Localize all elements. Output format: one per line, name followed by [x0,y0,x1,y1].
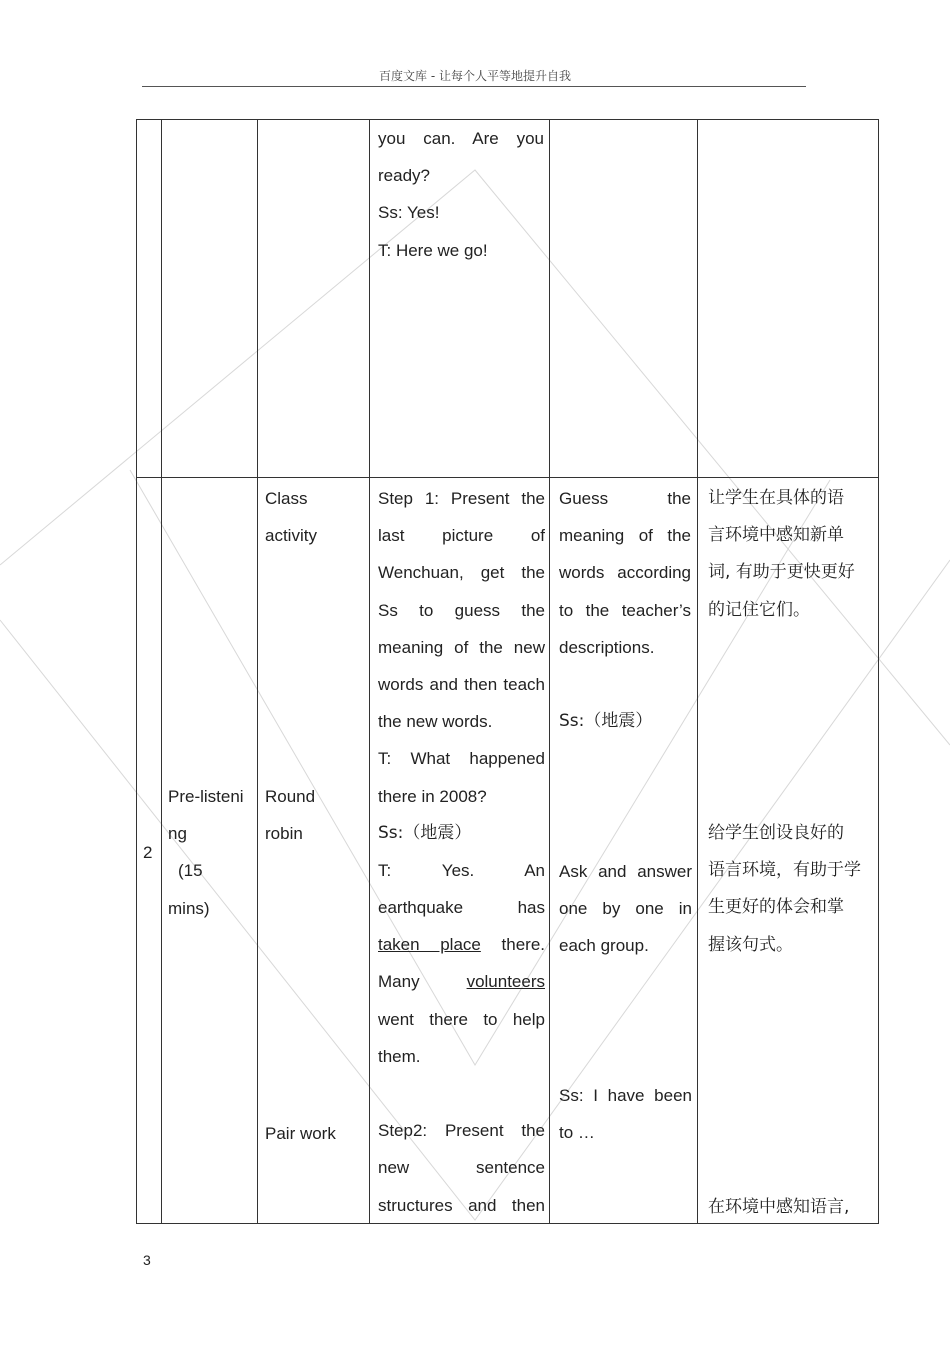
text-line: Pre-listeni [168,787,244,806]
text-line: activity [265,526,317,546]
text-line: ready? [378,166,430,186]
text-line: T: Here we go! [378,240,488,260]
text-line [378,1075,545,1112]
row2-content-cell [378,480,545,1224]
mode-class-cell [265,480,365,554]
text-line: meaning of the [559,526,691,546]
text-line: T: What happened [378,749,545,769]
mode-pair-cell [265,1115,365,1152]
text-line: 在环境中感知语言, [708,1197,850,1217]
text-line: Round [265,787,316,806]
purpose-b [708,815,873,964]
text-line: last picture of [378,526,545,546]
text-line: robin [265,824,303,844]
text-line: Ss: Yes! [378,203,440,223]
mode-round-cell [265,778,365,852]
text-line: Wenchuan, get the [378,563,545,583]
text-line: the new words. [378,712,493,732]
student-activity-b [559,853,692,965]
text-line: taken place there. [378,935,545,955]
text-line: (15 [178,861,203,881]
purpose-c [708,1189,873,1226]
text-line: 语言环境，有助于学 [708,860,861,881]
underlined-word: volunteers [466,972,545,992]
text-line: new sentence [378,1158,545,1178]
text-line: T: Yes. An [378,860,545,880]
page-header: 百度文库 - 让每个人平等地提升自我 [379,69,571,83]
text-line: them. [378,1046,421,1066]
text-line: Ss: I have been [559,1086,692,1105]
text-line: 给学生创设良好的 [708,823,844,843]
text-line: 言环境中感知新单 [708,525,844,546]
text-line: words according [559,563,691,583]
text-line: Step 1: Present the [378,489,545,508]
text-line: earthquake has [378,898,545,918]
step-number: 2 [143,843,153,862]
text-line: you can. Are you [378,129,544,148]
underlined-phrase: taken place [378,935,481,955]
text-line: descriptions. [559,637,655,657]
text-line: 生更好的体会和掌 [708,897,844,918]
text-line: went there to help [378,1009,545,1029]
text-line: each group. [559,936,649,956]
text-line: 的记住它们。 [708,599,810,620]
page-number: 3 [143,1252,151,1268]
text-line: there in 2008? [378,786,487,806]
text-line: structures and then [378,1195,545,1215]
text-line: Class [265,489,308,508]
text-line: to … [559,1123,595,1143]
text-line: words and then teach [378,674,545,694]
text-line: Ss to guess the [378,600,545,620]
text-line: 让学生在具体的语 [708,488,844,508]
text-line: Pair work [265,1124,336,1143]
text-line: Step2: Present the [378,1121,545,1141]
text-line: meaning of the new [378,637,545,657]
text-line: Guess the [559,489,691,508]
purpose-a [708,480,873,629]
text-line: to the teacher’s [559,600,691,620]
row1-content-cell [378,120,544,269]
text-line: ng [168,824,187,844]
text-line: Ss:（地震） [378,822,472,843]
text-line: 握该句式。 [708,934,793,955]
stage-cell [168,778,256,927]
text-line: mins) [168,898,210,918]
text-line: Ask and answer [559,862,692,881]
text-line: Many volunteers [378,972,545,992]
text-line: Ss:（地震） [559,711,653,731]
header-rule [142,86,806,87]
text-line: 词, 有助于更快更好 [708,562,855,583]
student-activity-c [559,1077,692,1151]
student-activity-ss [559,703,691,740]
student-activity-a [559,480,691,666]
text-line: one by one in [559,899,692,919]
